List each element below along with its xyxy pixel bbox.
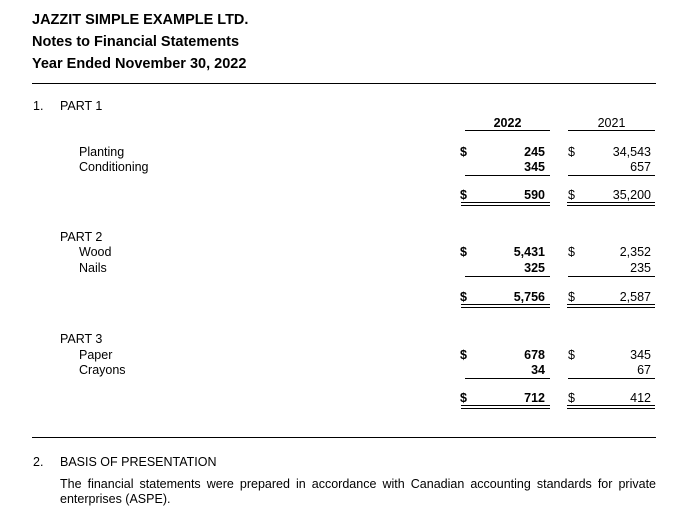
total-2022: 712 — [524, 391, 545, 405]
value-2022: 678 — [524, 348, 545, 362]
total-double-rule-2021 — [567, 405, 655, 409]
value-2022: 345 — [524, 160, 545, 174]
subtotal-rule-2022 — [465, 175, 550, 176]
value-2021: 657 — [630, 160, 651, 174]
subtotal-rule-2021 — [568, 378, 655, 379]
row-label-wood: Wood — [79, 245, 112, 259]
column-header-2021: 2021 — [597, 116, 626, 130]
total-double-rule-2022 — [461, 304, 550, 308]
total-2021: 35,200 — [612, 188, 651, 202]
value-2021: 2,352 — [619, 245, 651, 259]
total-2022: 590 — [524, 188, 545, 202]
value-2021: 34,543 — [612, 145, 651, 159]
value-2022: 5,431 — [513, 245, 545, 259]
currency-symbol: $ — [460, 245, 467, 259]
currency-symbol: $ — [460, 145, 467, 159]
column-header-rule-2022 — [465, 130, 550, 131]
subtotal-rule-2022 — [465, 378, 550, 379]
section-divider — [32, 437, 656, 438]
period-label: Year Ended November 30, 2022 — [32, 56, 247, 72]
total-double-rule-2022 — [461, 202, 550, 206]
note2-paragraph: The financial statements were prepared in accordance with Canadian accounting standards for private enterprises (ASPE). — [60, 477, 656, 506]
value-2022: 34 — [531, 363, 545, 377]
total-2021: 2,587 — [619, 290, 651, 304]
currency-symbol: $ — [568, 290, 575, 304]
total-double-rule-2021 — [567, 304, 655, 308]
row-label-planting: Planting — [79, 145, 125, 159]
total-2022: 5,756 — [513, 290, 545, 304]
value-2021: 235 — [630, 261, 651, 275]
row-label-crayons: Crayons — [79, 363, 126, 377]
column-header-rule-2021 — [568, 130, 655, 131]
total-2021: 412 — [630, 391, 651, 405]
note1-title: PART 1 — [60, 99, 103, 113]
total-double-rule-2022 — [461, 405, 550, 409]
note2-title: BASIS OF PRESENTATION — [60, 455, 217, 469]
currency-symbol: $ — [460, 188, 467, 202]
note1-number: 1. — [33, 99, 44, 113]
subtotal-rule-2022 — [465, 276, 550, 277]
note2-number: 2. — [33, 455, 44, 469]
value-2021: 345 — [630, 348, 651, 362]
row-label-nails: Nails — [79, 261, 107, 275]
currency-symbol: $ — [460, 391, 467, 405]
currency-symbol: $ — [568, 348, 575, 362]
total-double-rule-2021 — [567, 202, 655, 206]
currency-symbol: $ — [568, 391, 575, 405]
part2-title: PART 2 — [60, 230, 103, 244]
row-label-paper: Paper — [79, 348, 113, 362]
document-title: Notes to Financial Statements — [32, 34, 240, 50]
header-divider — [32, 83, 656, 84]
currency-symbol: $ — [568, 245, 575, 259]
value-2021: 67 — [637, 363, 651, 377]
currency-symbol: $ — [460, 290, 467, 304]
currency-symbol: $ — [568, 188, 575, 202]
subtotal-rule-2021 — [568, 175, 655, 176]
column-header-2022: 2022 — [493, 116, 522, 130]
subtotal-rule-2021 — [568, 276, 655, 277]
value-2022: 245 — [524, 145, 545, 159]
currency-symbol: $ — [460, 348, 467, 362]
currency-symbol: $ — [568, 145, 575, 159]
value-2022: 325 — [524, 261, 545, 275]
part3-title: PART 3 — [60, 332, 103, 346]
company-name: JAZZIT SIMPLE EXAMPLE LTD. — [32, 12, 249, 28]
row-label-conditioning: Conditioning — [79, 160, 149, 174]
